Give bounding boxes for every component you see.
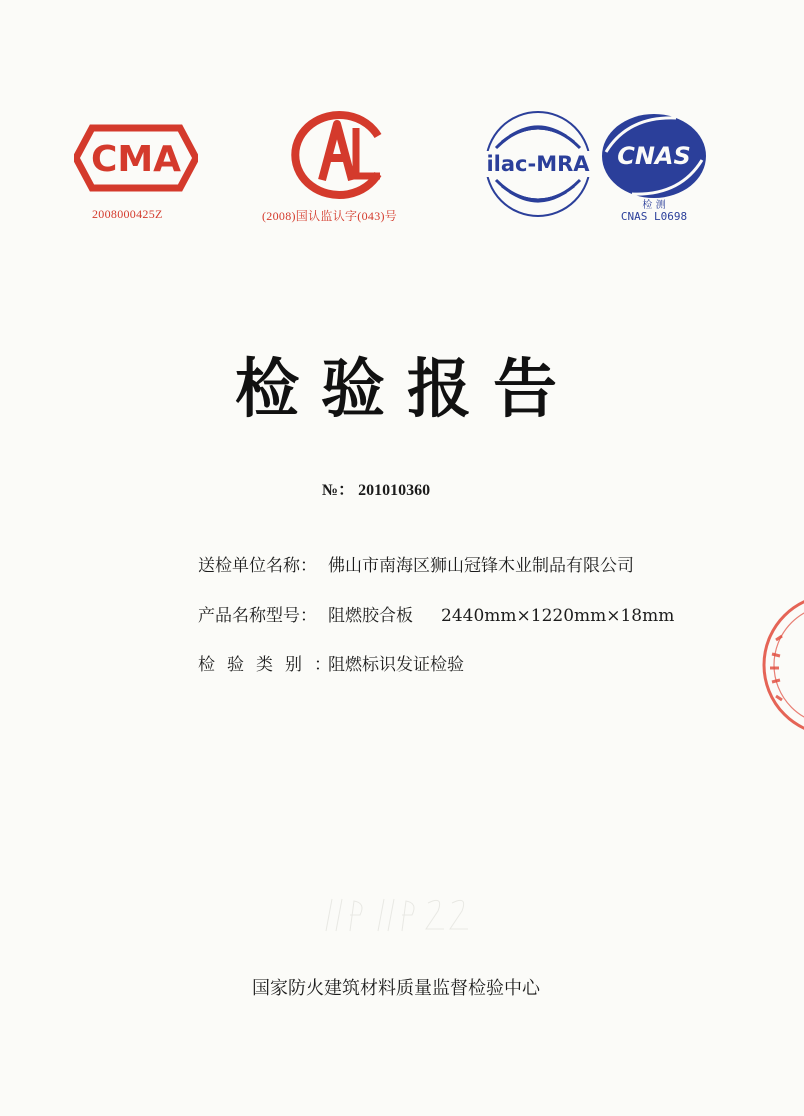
ilac-logo-text: ilac-MRA <box>486 152 590 176</box>
client-value: 佛山市南海区狮山冠锋木业制品有限公司 <box>328 556 634 576</box>
report-number-value: 201010360 <box>358 482 431 499</box>
inspection-type-label: 检验类别： <box>198 655 343 675</box>
report-number <box>322 477 430 500</box>
cnas-logo-text: CNAS <box>617 142 691 170</box>
inspection-type-value: 阻燃标识发证检验 <box>328 655 464 675</box>
cnas-logo <box>598 108 712 224</box>
cal-number: (2008)国认监认字(043)号 <box>262 209 398 223</box>
issuing-organization: 国家防火建筑材料质量监督检验中心 <box>252 978 540 999</box>
client-row <box>198 551 634 576</box>
security-watermark <box>320 895 480 939</box>
inspection-type-row <box>198 650 464 675</box>
product-row <box>198 601 674 626</box>
cma-logo <box>74 124 198 192</box>
report-title: 检验报告 <box>235 353 579 427</box>
product-value: 阻燃胶合板 <box>328 606 413 626</box>
cal-logo <box>282 110 392 200</box>
product-dimensions: 2440mm×1220mm×18mm <box>441 606 675 626</box>
red-seal-stamp <box>758 590 804 744</box>
client-label: 送检单位名称： <box>198 556 317 576</box>
report-number-label: №： <box>322 482 355 499</box>
cnas-number: CNAS L0698 <box>620 210 688 223</box>
product-label: 产品名称型号： <box>198 606 317 626</box>
cnas-sub-label: 检 测 <box>642 200 666 211</box>
cma-logo-text: CMA <box>90 139 182 180</box>
cma-number: 2008000425Z <box>92 207 163 221</box>
ilac-mra-logo <box>482 108 594 220</box>
